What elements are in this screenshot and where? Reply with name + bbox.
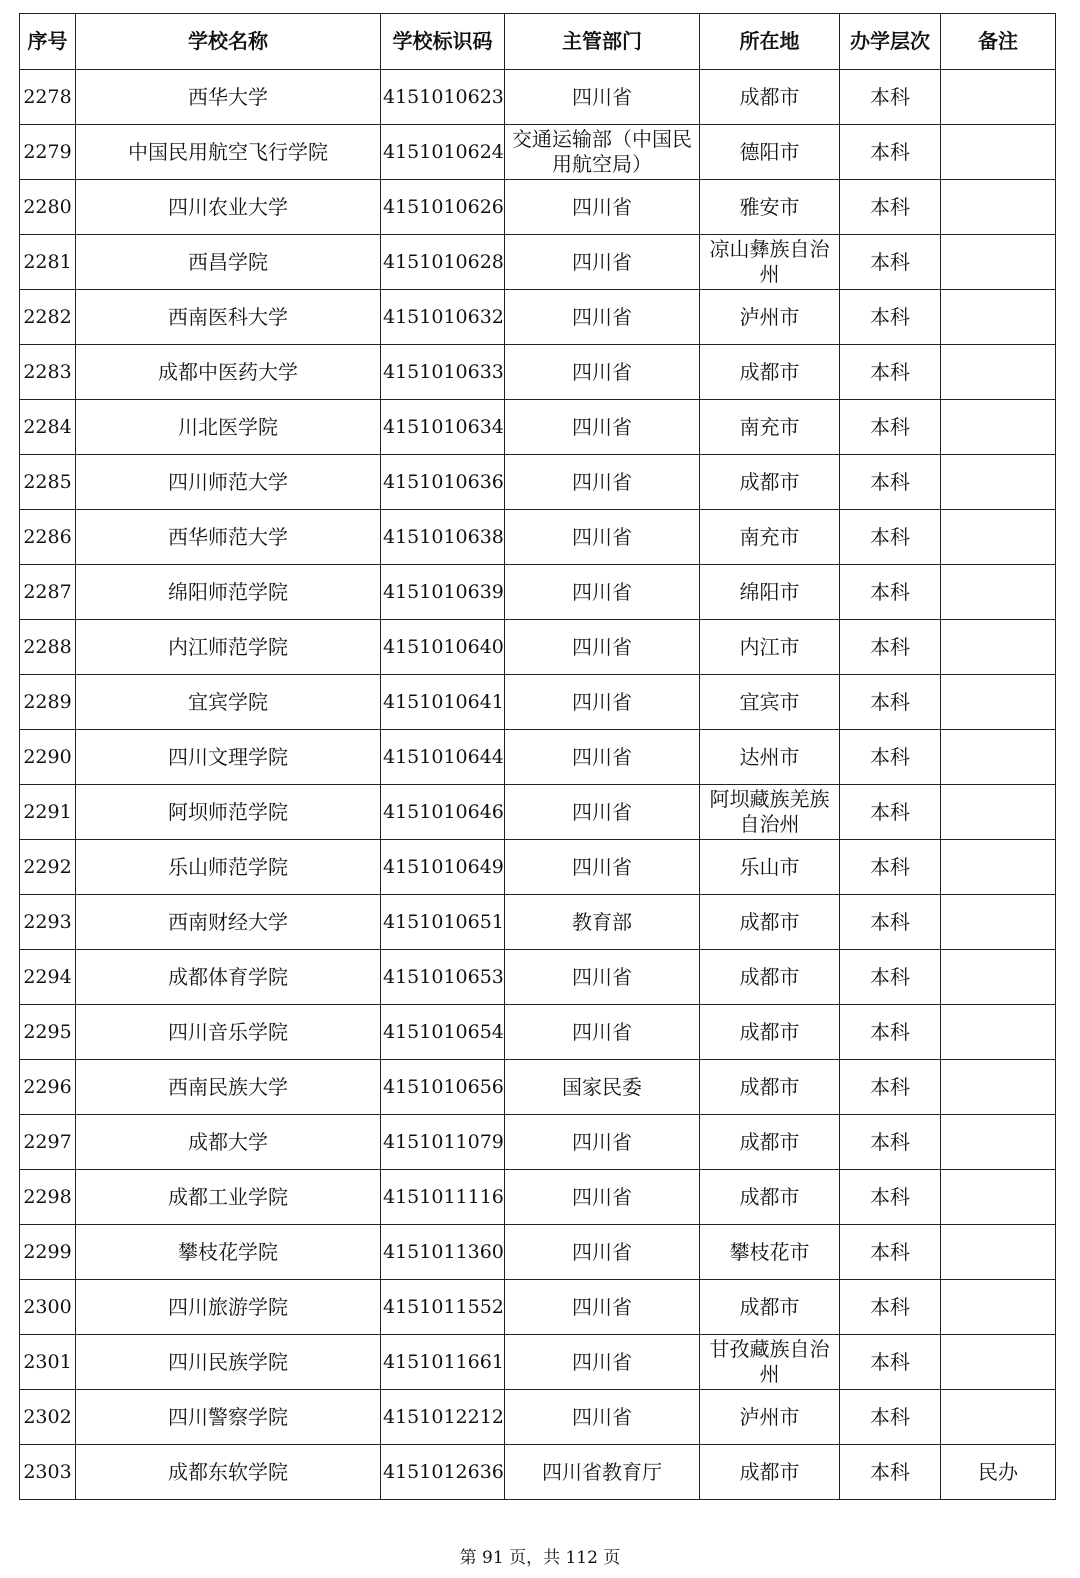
- seq-cell: 2284: [20, 400, 76, 455]
- table-row: [20, 290, 1056, 345]
- seq-cell: 2299: [20, 1225, 76, 1280]
- school-name-cell: 成都中医药大学: [76, 345, 381, 400]
- location-cell: 攀枝花市: [700, 1225, 840, 1280]
- level-cell: 本科: [840, 70, 941, 125]
- department-cell: 四川省: [505, 235, 700, 290]
- seq-cell: 2278: [20, 70, 76, 125]
- school-code-cell: 4151010646: [381, 785, 505, 840]
- level-cell: 本科: [840, 840, 941, 895]
- table-row: [20, 235, 1056, 290]
- header-cell: 主管部门: [505, 14, 700, 70]
- school-name-cell: 川北医学院: [76, 400, 381, 455]
- remark-cell: [941, 950, 1056, 1005]
- school-code-cell: 4151010623: [381, 70, 505, 125]
- seq-cell: 2298: [20, 1170, 76, 1225]
- department-cell: 教育部: [505, 895, 700, 950]
- table-row: [20, 785, 1056, 840]
- level-cell: 本科: [840, 1280, 941, 1335]
- department-cell: 四川省: [505, 1225, 700, 1280]
- location-cell: 泸州市: [700, 1390, 840, 1445]
- seq-cell: 2300: [20, 1280, 76, 1335]
- seq-cell: 2295: [20, 1005, 76, 1060]
- table-row: [20, 950, 1056, 1005]
- department-cell: 四川省: [505, 1335, 700, 1390]
- remark-cell: [941, 1170, 1056, 1225]
- school-name-cell: 成都大学: [76, 1115, 381, 1170]
- school-code-cell: 4151012212: [381, 1390, 505, 1445]
- seq-cell: 2286: [20, 510, 76, 565]
- location-cell: 成都市: [700, 1115, 840, 1170]
- department-cell: 四川省: [505, 1280, 700, 1335]
- location-cell: 达州市: [700, 730, 840, 785]
- school-code-cell: 4151010624: [381, 125, 505, 180]
- remark-cell: [941, 675, 1056, 730]
- school-code-cell: 4151010653: [381, 950, 505, 1005]
- level-cell: 本科: [840, 1060, 941, 1115]
- school-name-cell: 成都体育学院: [76, 950, 381, 1005]
- school-name-cell: 四川旅游学院: [76, 1280, 381, 1335]
- school-name-cell: 西华师范大学: [76, 510, 381, 565]
- department-cell: 四川省: [505, 785, 700, 840]
- table-row: [20, 840, 1056, 895]
- location-cell: 成都市: [700, 455, 840, 510]
- department-cell: 交通运输部（中国民用航空局）: [505, 125, 700, 180]
- level-cell: 本科: [840, 950, 941, 1005]
- seq-cell: 2283: [20, 345, 76, 400]
- table-row: [20, 180, 1056, 235]
- remark-cell: [941, 1280, 1056, 1335]
- school-name-cell: 宜宾学院: [76, 675, 381, 730]
- seq-cell: 2293: [20, 895, 76, 950]
- school-code-cell: 4151011116: [381, 1170, 505, 1225]
- department-cell: 四川省: [505, 1115, 700, 1170]
- seq-cell: 2296: [20, 1060, 76, 1115]
- level-cell: 本科: [840, 345, 941, 400]
- school-name-cell: 阿坝师范学院: [76, 785, 381, 840]
- level-cell: 本科: [840, 565, 941, 620]
- remark-cell: 民办: [941, 1445, 1056, 1500]
- table-row: [20, 1280, 1056, 1335]
- level-cell: 本科: [840, 400, 941, 455]
- school-name-cell: 中国民用航空飞行学院: [76, 125, 381, 180]
- header-row: [20, 14, 1056, 70]
- department-cell: 四川省: [505, 675, 700, 730]
- remark-cell: [941, 1335, 1056, 1390]
- school-code-cell: 4151011360: [381, 1225, 505, 1280]
- level-cell: 本科: [840, 180, 941, 235]
- level-cell: 本科: [840, 1170, 941, 1225]
- school-name-cell: 西昌学院: [76, 235, 381, 290]
- remark-cell: [941, 565, 1056, 620]
- level-cell: 本科: [840, 510, 941, 565]
- location-cell: 凉山彝族自治州: [700, 235, 840, 290]
- table-row: [20, 1335, 1056, 1390]
- department-cell: 四川省: [505, 730, 700, 785]
- department-cell: 四川省: [505, 290, 700, 345]
- department-cell: 四川省: [505, 565, 700, 620]
- level-cell: 本科: [840, 730, 941, 785]
- school-code-cell: 4151010656: [381, 1060, 505, 1115]
- school-code-cell: 4151010628: [381, 235, 505, 290]
- remark-cell: [941, 180, 1056, 235]
- remark-cell: [941, 70, 1056, 125]
- level-cell: 本科: [840, 895, 941, 950]
- remark-cell: [941, 730, 1056, 785]
- location-cell: 乐山市: [700, 840, 840, 895]
- school-name-cell: 乐山师范学院: [76, 840, 381, 895]
- location-cell: 成都市: [700, 950, 840, 1005]
- table-row: [20, 125, 1056, 180]
- seq-cell: 2301: [20, 1335, 76, 1390]
- seq-cell: 2294: [20, 950, 76, 1005]
- school-list-table: [19, 13, 1056, 1500]
- location-cell: 成都市: [700, 1060, 840, 1115]
- table-row: [20, 1115, 1056, 1170]
- seq-cell: 2282: [20, 290, 76, 345]
- school-name-cell: 西南民族大学: [76, 1060, 381, 1115]
- header-cell: 学校标识码: [381, 14, 505, 70]
- seq-cell: 2280: [20, 180, 76, 235]
- school-code-cell: 4151010639: [381, 565, 505, 620]
- table-row: [20, 620, 1056, 675]
- level-cell: 本科: [840, 620, 941, 675]
- school-name-cell: 西华大学: [76, 70, 381, 125]
- school-code-cell: 4151010641: [381, 675, 505, 730]
- table-row: [20, 1005, 1056, 1060]
- seq-cell: 2287: [20, 565, 76, 620]
- header-cell: 所在地: [700, 14, 840, 70]
- department-cell: 四川省: [505, 180, 700, 235]
- table-row: [20, 510, 1056, 565]
- school-name-cell: 四川警察学院: [76, 1390, 381, 1445]
- location-cell: 内江市: [700, 620, 840, 675]
- table-row: [20, 70, 1056, 125]
- department-cell: 四川省: [505, 840, 700, 895]
- school-code-cell: 4151010626: [381, 180, 505, 235]
- level-cell: 本科: [840, 785, 941, 840]
- seq-cell: 2303: [20, 1445, 76, 1500]
- department-cell: 四川省: [505, 400, 700, 455]
- remark-cell: [941, 1390, 1056, 1445]
- school-name-cell: 四川农业大学: [76, 180, 381, 235]
- department-cell: 四川省: [505, 620, 700, 675]
- remark-cell: [941, 895, 1056, 950]
- school-name-cell: 西南财经大学: [76, 895, 381, 950]
- school-code-cell: 4151012636: [381, 1445, 505, 1500]
- school-code-cell: 4151010654: [381, 1005, 505, 1060]
- remark-cell: [941, 400, 1056, 455]
- remark-cell: [941, 235, 1056, 290]
- school-name-cell: 四川民族学院: [76, 1335, 381, 1390]
- remark-cell: [941, 620, 1056, 675]
- location-cell: 成都市: [700, 1005, 840, 1060]
- school-name-cell: 成都工业学院: [76, 1170, 381, 1225]
- location-cell: 成都市: [700, 70, 840, 125]
- seq-cell: 2279: [20, 125, 76, 180]
- level-cell: 本科: [840, 290, 941, 345]
- level-cell: 本科: [840, 1445, 941, 1500]
- location-cell: 宜宾市: [700, 675, 840, 730]
- seq-cell: 2302: [20, 1390, 76, 1445]
- department-cell: 四川省: [505, 1005, 700, 1060]
- school-code-cell: 4151010651: [381, 895, 505, 950]
- level-cell: 本科: [840, 125, 941, 180]
- location-cell: 成都市: [700, 1280, 840, 1335]
- school-name-cell: 内江师范学院: [76, 620, 381, 675]
- remark-cell: [941, 840, 1056, 895]
- school-name-cell: 攀枝花学院: [76, 1225, 381, 1280]
- level-cell: 本科: [840, 1005, 941, 1060]
- level-cell: 本科: [840, 1225, 941, 1280]
- remark-cell: [941, 290, 1056, 345]
- department-cell: 四川省教育厅: [505, 1445, 700, 1500]
- table-row: [20, 1390, 1056, 1445]
- location-cell: 甘孜藏族自治州: [700, 1335, 840, 1390]
- header-cell: 学校名称: [76, 14, 381, 70]
- school-code-cell: 4151010640: [381, 620, 505, 675]
- table-row: [20, 730, 1056, 785]
- department-cell: 四川省: [505, 510, 700, 565]
- location-cell: 绵阳市: [700, 565, 840, 620]
- table-row: [20, 345, 1056, 400]
- school-name-cell: 西南医科大学: [76, 290, 381, 345]
- remark-cell: [941, 1060, 1056, 1115]
- school-name-cell: 四川音乐学院: [76, 1005, 381, 1060]
- page-footer: 第 91 页，共 112 页: [459, 1548, 621, 1568]
- remark-cell: [941, 510, 1056, 565]
- location-cell: 泸州市: [700, 290, 840, 345]
- header-cell: 序号: [20, 14, 76, 70]
- seq-cell: 2288: [20, 620, 76, 675]
- level-cell: 本科: [840, 455, 941, 510]
- location-cell: 雅安市: [700, 180, 840, 235]
- seq-cell: 2292: [20, 840, 76, 895]
- department-cell: 四川省: [505, 1390, 700, 1445]
- level-cell: 本科: [840, 1335, 941, 1390]
- table-row: [20, 1060, 1056, 1115]
- table-row: [20, 895, 1056, 950]
- level-cell: 本科: [840, 675, 941, 730]
- school-code-cell: 4151011661: [381, 1335, 505, 1390]
- location-cell: 南充市: [700, 400, 840, 455]
- table-row: [20, 675, 1056, 730]
- department-cell: 四川省: [505, 345, 700, 400]
- school-code-cell: 4151010636: [381, 455, 505, 510]
- remark-cell: [941, 785, 1056, 840]
- level-cell: 本科: [840, 1115, 941, 1170]
- school-code-cell: 4151010649: [381, 840, 505, 895]
- remark-cell: [941, 1225, 1056, 1280]
- remark-cell: [941, 1005, 1056, 1060]
- location-cell: 阿坝藏族羌族自治州: [700, 785, 840, 840]
- department-cell: 四川省: [505, 455, 700, 510]
- seq-cell: 2290: [20, 730, 76, 785]
- department-cell: 四川省: [505, 70, 700, 125]
- table-row: [20, 565, 1056, 620]
- school-code-cell: 4151010644: [381, 730, 505, 785]
- level-cell: 本科: [840, 235, 941, 290]
- remark-cell: [941, 455, 1056, 510]
- table-row: [20, 400, 1056, 455]
- seq-cell: 2285: [20, 455, 76, 510]
- school-code-cell: 4151011552: [381, 1280, 505, 1335]
- location-cell: 成都市: [700, 1170, 840, 1225]
- header-cell: 办学层次: [840, 14, 941, 70]
- table-row: [20, 1225, 1056, 1280]
- school-code-cell: 4151010638: [381, 510, 505, 565]
- seq-cell: 2297: [20, 1115, 76, 1170]
- seq-cell: 2281: [20, 235, 76, 290]
- school-code-cell: 4151010634: [381, 400, 505, 455]
- school-name-cell: 四川文理学院: [76, 730, 381, 785]
- school-name-cell: 成都东软学院: [76, 1445, 381, 1500]
- school-name-cell: 四川师范大学: [76, 455, 381, 510]
- seq-cell: 2289: [20, 675, 76, 730]
- school-code-cell: 4151010632: [381, 290, 505, 345]
- school-name-cell: 绵阳师范学院: [76, 565, 381, 620]
- location-cell: 德阳市: [700, 125, 840, 180]
- department-cell: 四川省: [505, 1170, 700, 1225]
- department-cell: 四川省: [505, 950, 700, 1005]
- seq-cell: 2291: [20, 785, 76, 840]
- school-code-cell: 4151011079: [381, 1115, 505, 1170]
- table-row: [20, 1445, 1056, 1500]
- school-code-cell: 4151010633: [381, 345, 505, 400]
- table-row: [20, 1170, 1056, 1225]
- location-cell: 成都市: [700, 345, 840, 400]
- location-cell: 南充市: [700, 510, 840, 565]
- remark-cell: [941, 345, 1056, 400]
- table-row: [20, 455, 1056, 510]
- remark-cell: [941, 1115, 1056, 1170]
- level-cell: 本科: [840, 1390, 941, 1445]
- department-cell: 国家民委: [505, 1060, 700, 1115]
- location-cell: 成都市: [700, 1445, 840, 1500]
- header-cell: 备注: [941, 14, 1056, 70]
- location-cell: 成都市: [700, 895, 840, 950]
- remark-cell: [941, 125, 1056, 180]
